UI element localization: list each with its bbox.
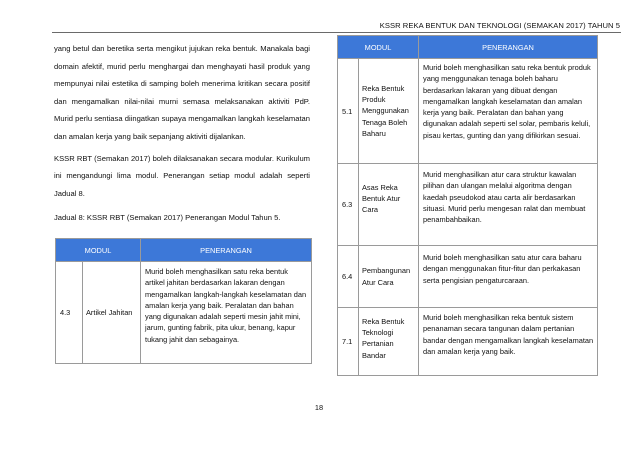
header-modul: MODUL [338, 36, 419, 59]
module-description: Murid boleh menghasilkan reka bentuk sistem penanaman secara tangunan dalam pertanian bandar dengan mengamalkan langkah keselamatan dan amalan kerja yang baik. [419, 308, 598, 376]
page-number: 18 [314, 403, 324, 412]
module-number: 4.3 [56, 262, 83, 364]
module-description: Murid boleh menghasilkan satu reka bentuk artikel jahitan berdasarkan lakaran dengan mengamalkan langkah-langkah keselamatan dan amalan kerja yang baik. Peralatan dan bahan yang digunakan adalah seperti mesin jahit mini, jarum, gunting fabrik, pita ukur, benang, kapur tukang jahit dan sebagainya. [141, 262, 312, 364]
module-name: Artikel Jahitan [83, 262, 141, 364]
module-name: Reka Bentuk Teknologi Pertanian Bandar [359, 308, 419, 376]
module-number: 6.3 [338, 164, 359, 246]
module-description: Murid menghasilkan atur cara struktur kawalan pilihan dan ulangan melalui algoritma dengan kaedah pseudokod atau carta alir berdasarkan situasi. Murid perlu mengesan ralat dan membuat penambahbaikan. [419, 164, 598, 246]
module-description: Murid boleh menghasilkan satu atur cara baharu dengan menggunakan fitur-fitur dan perkakasan serta pengisian pengaturcaraan. [419, 246, 598, 308]
module-name: Pembangunan Atur Cara [359, 246, 419, 308]
module-number: 7.1 [338, 308, 359, 376]
table-row [56, 262, 312, 364]
left-column [54, 40, 310, 224]
intro-paragraph: yang betul dan beretika serta mengikut jujukan reka bentuk. Manakala bagi domain afektif, murid perlu menghargai dan menghayati hasil produk yang mempunyai nilai estetika di samping boleh menerima kritikan secara positif dan mengamalkan nilai-nilai murni semasa melaksanakan aktiviti PdP. Murid perlu sentiasa diingatkan supaya mengamalkan langkah keselamatan dan amalan kerja yang baik sepanjang aktiviti dijalankan. [54, 44, 310, 141]
table-row [338, 308, 598, 376]
table-row [338, 246, 598, 308]
header-penerangan: PENERANGAN [141, 239, 312, 262]
module-number: 6.4 [338, 246, 359, 308]
header-divider [52, 32, 621, 33]
header-penerangan: PENERANGAN [419, 36, 598, 59]
table-header-row [338, 36, 598, 59]
module-description: Murid boleh menghasilkan satu reka bentuk produk yang menggunakan tenaga boleh baharu berdasarkan lakaran yang dibuat dengan mengamalkan langkah keselamatan dan amalan kerja yang baik. Peralatan dan bahan yang digunakan adalah seperti sel solar, pembaris keluli, pisau kertas, gunting dan yang difikirkan sesuai. [419, 59, 598, 164]
module-table-right [337, 35, 598, 376]
header-modul: MODUL [56, 239, 141, 262]
module-name: Reka Bentuk Produk Menggunakan Tenaga Boleh Baharu [359, 59, 419, 164]
module-number: 5.1 [338, 59, 359, 164]
table-caption: Jadual 8: KSSR RBT (Semakan 2017) Penerangan Modul Tahun 5. [54, 213, 281, 223]
module-name: Asas Reka Bentuk Atur Cara [359, 164, 419, 246]
table-row [338, 59, 598, 164]
table-row [338, 164, 598, 246]
module-table-left [55, 238, 312, 364]
modular-paragraph: KSSR RBT (Semakan 2017) boleh dilaksanakan secara modular. Kurikulum ini mengandungi lima modul. Penerangan setiap modul adalah seperti Jadual 8. [54, 153, 310, 198]
page-header: KSSR REKA BENTUK DAN TEKNOLOGI (SEMAKAN 2017) TAHUN 5 [379, 21, 620, 30]
table-header-row [56, 239, 312, 262]
